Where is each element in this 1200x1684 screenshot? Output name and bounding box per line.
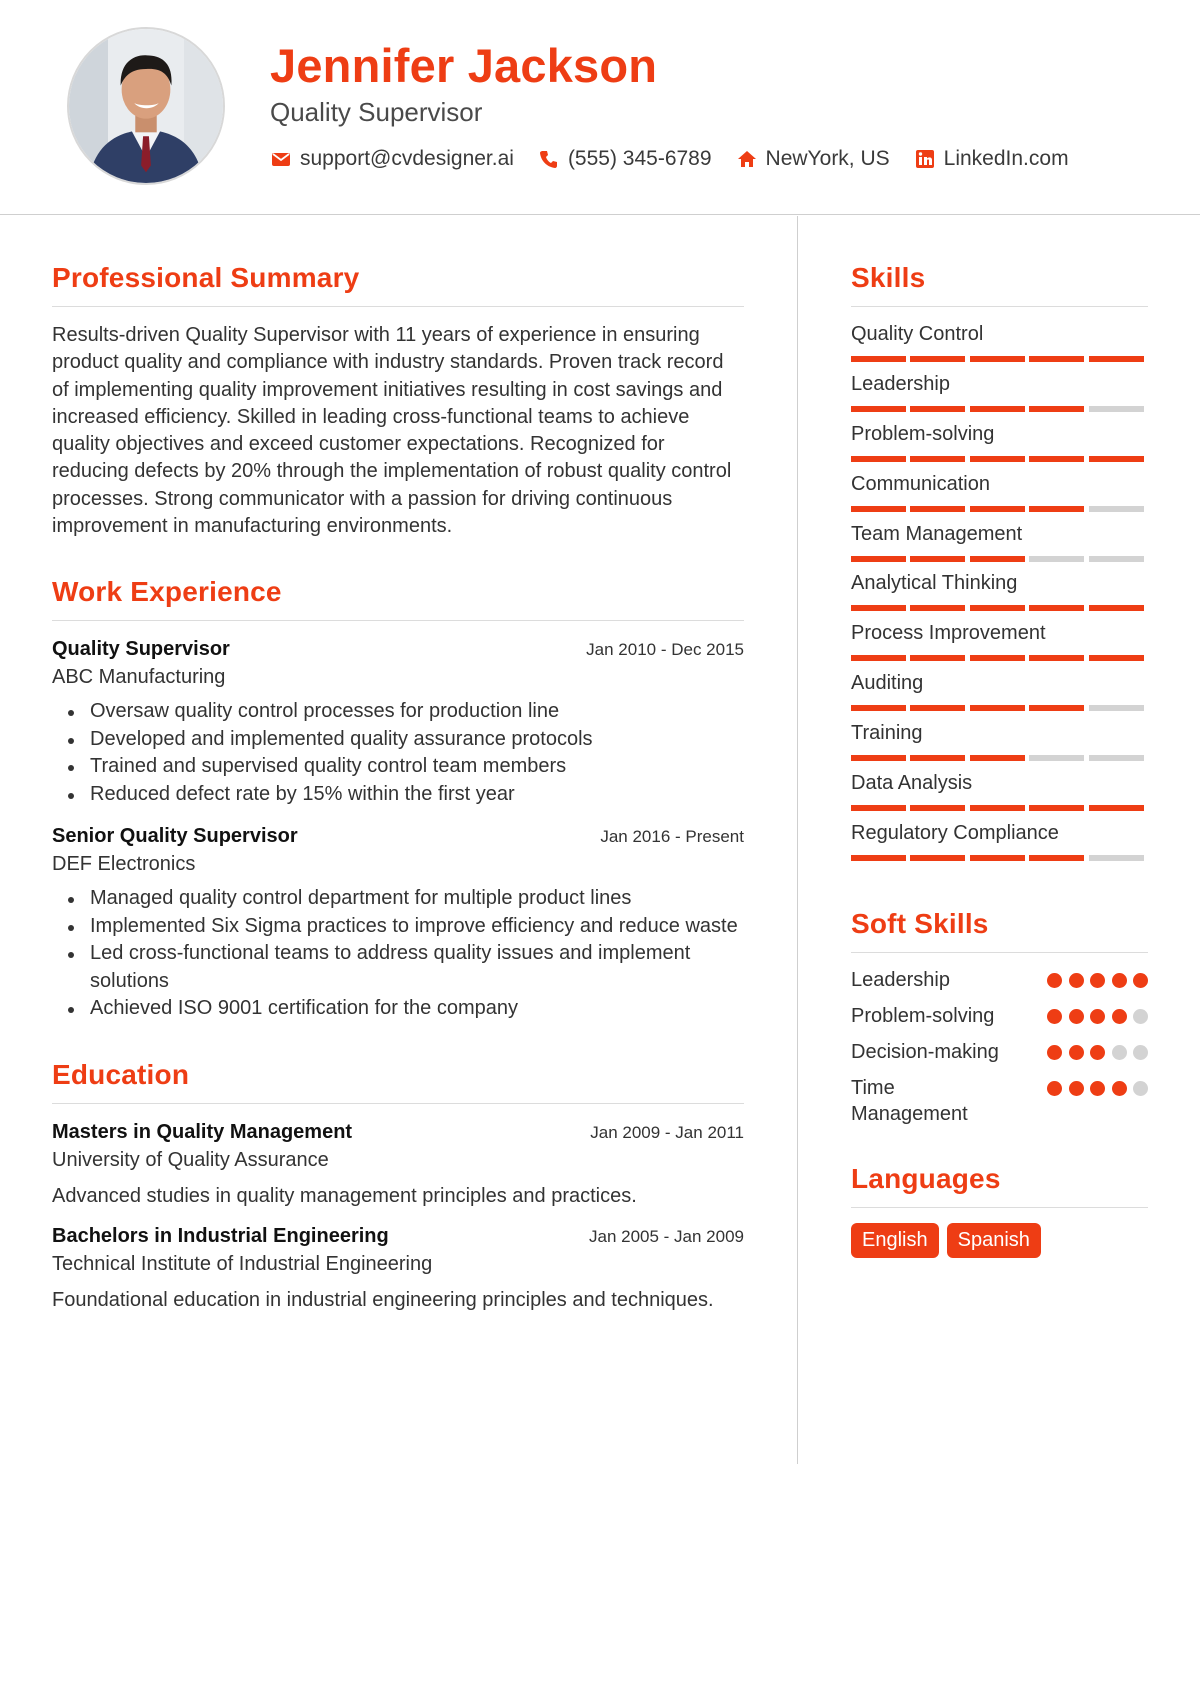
skill-level-segment: [970, 705, 1025, 711]
skill-level-segment: [1089, 755, 1144, 761]
job-title: Quality Supervisor: [52, 638, 230, 661]
candidate-name: Jennifer Jackson: [270, 39, 658, 92]
skill-level-segment: [970, 556, 1025, 562]
skill-level-bar: [851, 805, 1148, 811]
soft-skills-section: [851, 908, 1148, 1127]
skill-name: Team Management: [851, 522, 1023, 545]
education-heading: Education: [52, 1059, 744, 1104]
skill-level-segment: [851, 406, 906, 412]
rating-dot: [1133, 1009, 1148, 1024]
skill-row: [851, 421, 1148, 471]
rating-dot: [1069, 1045, 1084, 1060]
skill-level-segment: [910, 506, 965, 512]
contact-linkedin-text: LinkedIn.com: [943, 147, 1069, 170]
contact-email[interactable]: [270, 147, 514, 171]
skill-level-bar: [851, 406, 1148, 412]
soft-skill-name: Problem-solving: [851, 1004, 995, 1027]
skill-row: [851, 570, 1148, 620]
skill-level-segment: [1089, 556, 1144, 562]
soft-skill-row: [851, 1039, 1148, 1065]
job-bullet: Reduced defect rate by 15% within the first year: [52, 781, 744, 809]
contact-location: [736, 147, 890, 171]
education-section: [52, 1059, 744, 1312]
skill-level-segment: [970, 356, 1025, 362]
skill-level-segment: [1029, 805, 1084, 811]
skills-list: [851, 321, 1148, 870]
skill-name: Training: [851, 722, 923, 745]
rating-dot: [1090, 1045, 1105, 1060]
rating-dot: [1112, 973, 1127, 988]
skill-row: [851, 521, 1148, 571]
job-dates: Jan 2010 - Dec 2015: [586, 640, 744, 660]
soft-skill-row: [851, 967, 1148, 993]
skill-level-segment: [851, 855, 906, 861]
skill-name: Regulatory Compliance: [851, 821, 1059, 844]
skill-name: Analytical Thinking: [851, 572, 1018, 595]
skill-level-segment: [1029, 855, 1084, 861]
skill-name: Quality Control: [851, 323, 984, 345]
degree-title: Masters in Quality Management: [52, 1120, 353, 1143]
soft-skill-rating: [1041, 1009, 1149, 1024]
skill-row: [851, 820, 1148, 870]
job-bullet: Managed quality control department for multiple product lines: [52, 885, 744, 913]
skill-level-segment: [1029, 356, 1084, 362]
candidate-role: Quality Supervisor: [270, 97, 483, 127]
rating-dot: [1133, 1045, 1148, 1060]
rating-dot: [1090, 1009, 1105, 1024]
rating-dot: [1047, 973, 1062, 988]
language-tag: Spanish: [947, 1223, 1041, 1258]
skill-name: Communication: [851, 472, 990, 495]
soft-skill-rating: [1041, 1045, 1149, 1060]
skill-level-segment: [1089, 456, 1144, 462]
skill-level-segment: [1029, 705, 1084, 711]
skill-level-segment: [1029, 605, 1084, 611]
job-bullets: [52, 698, 744, 808]
job-dates: Jan 2016 - Present: [600, 827, 744, 847]
linkedin-icon: [914, 148, 936, 170]
skill-name: Leadership: [851, 372, 950, 395]
contact-location-text: NewYork, US: [765, 147, 890, 170]
skills-heading: Skills: [851, 262, 1148, 307]
contact-email-text: support@cvdesigner.ai: [300, 147, 514, 170]
skill-level-segment: [1089, 805, 1144, 811]
skills-section: [851, 262, 1148, 870]
job-entry: [52, 825, 744, 1023]
skill-level-segment: [851, 655, 906, 661]
degree-title: Bachelors in Industrial Engineering: [52, 1224, 389, 1247]
skill-name: Problem-solving: [851, 422, 995, 445]
rating-dot: [1133, 973, 1148, 988]
home-icon: [736, 148, 758, 170]
envelope-icon: [270, 148, 292, 170]
skill-row: [851, 720, 1148, 770]
rating-dot: [1090, 1081, 1105, 1096]
degree-dates: Jan 2005 - Jan 2009: [588, 1226, 744, 1246]
skill-level-segment: [1029, 506, 1084, 512]
skill-level-segment: [910, 406, 965, 412]
job-entry: [52, 638, 744, 808]
rating-dot: [1047, 1081, 1062, 1096]
skill-level-segment: [1089, 406, 1144, 412]
skill-level-segment: [910, 855, 965, 861]
skill-name: Process Improvement: [851, 622, 1046, 645]
rating-dot: [1133, 1081, 1148, 1096]
skill-level-segment: [1089, 356, 1144, 362]
rating-dot: [1069, 1009, 1084, 1024]
job-bullet: Trained and supervised quality control team members: [52, 753, 744, 781]
skill-row: [851, 620, 1148, 670]
skill-row: [851, 670, 1148, 720]
skill-level-segment: [851, 356, 906, 362]
summary-text: Results-driven Quality Supervisor with 11 years of experience in ensuring product quality and compliance with industry standards. Proven track record of implementing quality improvement initiatives resulting in cost savings and increased efficiency. Skilled in leading cross-functional teams to achieve quality objectives and exceed customer expectations. Recognized for reducing defects by 20% through the implementation of robust quality control processes. Strong communicator with a passion for driving continuous improvement in manufacturing environments.: [52, 324, 732, 538]
skill-level-segment: [851, 805, 906, 811]
summary-section: [52, 262, 744, 540]
skill-level-segment: [1029, 655, 1084, 661]
skill-level-segment: [851, 605, 906, 611]
soft-skill-rating: [1041, 1081, 1149, 1096]
languages-section: [851, 1163, 1148, 1258]
soft-skill-row: [851, 1003, 1148, 1029]
language-tags: [851, 1223, 1148, 1258]
skill-level-bar: [851, 855, 1148, 861]
skill-level-segment: [851, 755, 906, 761]
job-bullet: Achieved ISO 9001 certification for the company: [52, 995, 744, 1023]
skill-name: Auditing: [851, 672, 924, 695]
skill-level-bar: [851, 705, 1148, 711]
column-divider: [797, 216, 798, 1464]
skill-level-segment: [851, 456, 906, 462]
skill-level-segment: [851, 705, 906, 711]
languages-heading: Languages: [851, 1163, 1148, 1208]
soft-skill-row: [851, 1075, 1148, 1127]
contact-phone[interactable]: [538, 147, 712, 171]
job-bullet: Implemented Six Sigma practices to improve efficiency and reduce waste: [52, 913, 744, 941]
skill-level-segment: [910, 805, 965, 811]
job-company: ABC Manufacturing: [52, 666, 226, 689]
skill-row: [851, 471, 1148, 521]
skill-level-segment: [970, 506, 1025, 512]
skill-level-bar: [851, 556, 1148, 562]
skill-level-bar: [851, 655, 1148, 661]
education-entry: [52, 1225, 744, 1312]
skill-level-segment: [910, 605, 965, 611]
skill-level-segment: [970, 855, 1025, 861]
degree-description: Foundational education in industrial engineering principles and techniques.: [52, 1288, 714, 1311]
phone-icon: [538, 148, 560, 170]
profile-photo: [67, 27, 225, 185]
school-name: Technical Institute of Industrial Engineering: [52, 1252, 433, 1275]
job-bullets: [52, 885, 744, 1023]
sidebar-column: [851, 262, 1148, 1258]
skill-level-segment: [1089, 506, 1144, 512]
rating-dot: [1047, 1009, 1062, 1024]
skill-level-segment: [1029, 755, 1084, 761]
soft-skill-name: Leadership: [851, 968, 950, 991]
main-column: [52, 262, 744, 1312]
job-bullet: Led cross-functional teams to address quality issues and implement solutions: [52, 940, 744, 995]
job-bullet: Developed and implemented quality assurance protocols: [52, 726, 744, 754]
skill-level-segment: [970, 406, 1025, 412]
avatar-illustration: [69, 29, 223, 183]
job-company: DEF Electronics: [52, 853, 196, 876]
degree-description: Advanced studies in quality management principles and practices.: [52, 1184, 637, 1207]
skill-level-segment: [910, 705, 965, 711]
skill-level-segment: [970, 655, 1025, 661]
experience-heading: Work Experience: [52, 576, 744, 621]
school-name: University of Quality Assurance: [52, 1148, 329, 1171]
skill-row: [851, 321, 1148, 371]
contact-list: [270, 147, 1093, 171]
skill-level-segment: [1089, 705, 1144, 711]
rating-dot: [1112, 1045, 1127, 1060]
rating-dot: [1112, 1009, 1127, 1024]
skill-level-segment: [910, 556, 965, 562]
resume-header: [0, 0, 1200, 215]
skill-level-bar: [851, 356, 1148, 362]
rating-dot: [1069, 1081, 1084, 1096]
skill-level-segment: [910, 356, 965, 362]
job-title: Senior Quality Supervisor: [52, 825, 298, 848]
skill-level-segment: [1089, 855, 1144, 861]
skill-level-segment: [910, 456, 965, 462]
skill-level-segment: [970, 755, 1025, 761]
skill-row: [851, 371, 1148, 421]
skill-level-segment: [970, 456, 1025, 462]
skill-level-bar: [851, 456, 1148, 462]
rating-dot: [1069, 973, 1084, 988]
skill-name: Data Analysis: [851, 772, 973, 795]
language-tag: English: [851, 1223, 939, 1258]
degree-dates: Jan 2009 - Jan 2011: [590, 1122, 744, 1142]
contact-phone-text: (555) 345-6789: [567, 147, 712, 170]
soft-skill-rating: [1041, 973, 1149, 988]
soft-skill-name: Time Management: [851, 1076, 968, 1125]
soft-skills-list: [851, 967, 1148, 1127]
soft-skills-heading: Soft Skills: [851, 908, 1148, 953]
rating-dot: [1112, 1081, 1127, 1096]
contact-linkedin[interactable]: [914, 147, 1069, 171]
rating-dot: [1047, 1045, 1062, 1060]
skill-level-segment: [1029, 456, 1084, 462]
job-bullet: Oversaw quality control processes for production line: [52, 698, 744, 726]
skill-level-segment: [851, 506, 906, 512]
skill-level-bar: [851, 605, 1148, 611]
skill-level-segment: [1089, 605, 1144, 611]
soft-skill-name: Decision-making: [851, 1040, 999, 1063]
skill-level-segment: [910, 655, 965, 661]
skill-level-segment: [851, 556, 906, 562]
skill-level-segment: [1089, 655, 1144, 661]
education-entry: [52, 1121, 744, 1208]
skill-level-bar: [851, 755, 1148, 761]
skill-level-segment: [970, 605, 1025, 611]
skill-level-segment: [970, 805, 1025, 811]
skill-level-segment: [1029, 406, 1084, 412]
summary-heading: Professional Summary: [52, 262, 744, 307]
skill-level-bar: [851, 506, 1148, 512]
skill-row: [851, 770, 1148, 820]
skill-level-segment: [1029, 556, 1084, 562]
experience-section: [52, 576, 744, 1023]
skill-level-segment: [910, 755, 965, 761]
rating-dot: [1090, 973, 1105, 988]
